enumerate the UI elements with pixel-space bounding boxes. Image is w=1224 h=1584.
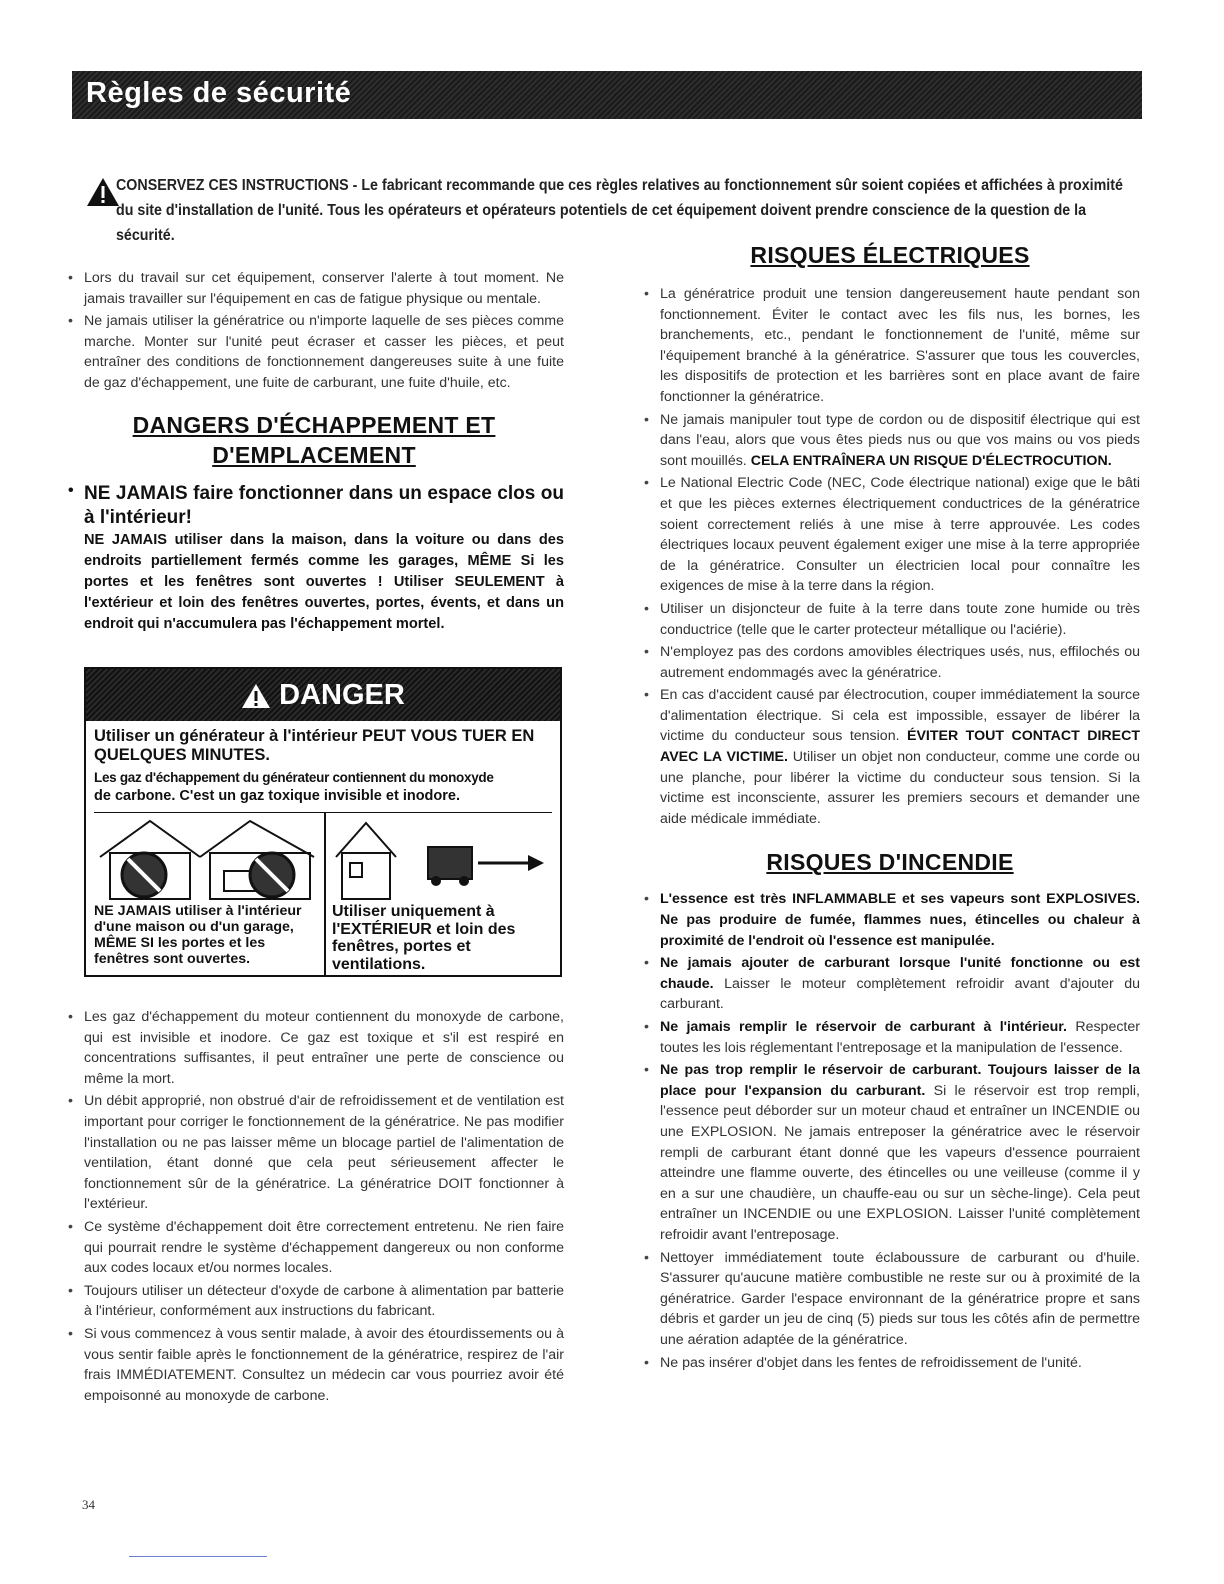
danger-caption-left: NE JAMAIS utiliser à l'intérieur d'une maison ou d'un garage, MÊME SI les portes et les fenêtres sont ouvertes. xyxy=(94,903,302,967)
list-item: • Lors du travail sur cet équipement, conserver l'alerte à tout moment. Ne jamais travailler sur l'équipement en cas de fatigue physique ou mentale. xyxy=(64,268,564,309)
section-title-line: DANGERS D'ÉCHAPPEMENT ET xyxy=(132,411,496,438)
footer-rule xyxy=(129,1556,267,1557)
danger-line1: Utiliser un générateur à l'intérieur PEUT VOUS TUER EN QUELQUES MINUTES. xyxy=(94,727,535,764)
list-item: • Ne jamais remplir le réservoir de carburant à l'intérieur. Respecter toutes les lois réglementant l'entreposage et la manipulation de l'essence. xyxy=(640,1017,1140,1058)
danger-line2a: Les gaz d'échappement du générateur contiennent du monoxyde xyxy=(94,770,494,785)
right-column xyxy=(640,240,1140,1375)
list-item: • Le National Electric Code (NEC, Code électrique national) exige que le bâti et que les pièces externes électriquement conductrices de la génératrice soient correctement reliés à une mise à terre approuvée. Les codes électriques locaux peuvent également exiger une mise à la terre appropriée de la génératrice. Consulter un électricien local pour connaître les exigences de mise à la terre dans la région. xyxy=(640,473,1140,597)
section-title-exhaust xyxy=(64,410,564,470)
exhaust-warning-lead: • NE JAMAIS faire fonctionner dans un espace clos ou à l'intérieur! xyxy=(84,482,564,528)
list-item: • N'employez pas des cordons amovibles électriques usés, nus, effilochés ou autrement endommagés avec la génératrice. xyxy=(640,642,1140,683)
list-item: • En cas d'accident causé par électrocution, couper immédiatement la source d'alimentation électrique. Si cela est impossible, essayer de libérer la victime du conducteur sous tension. ÉVITER TOUT CONTACT DIRECT AVEC LA VICTIME. Utiliser un objet non conducteur, comme une corde ou une planche, pour libérer la victime du conducteur sous tension. Si la victime est inconsciente, assurer les premiers secours et demander une aide médicale immédiate. xyxy=(640,685,1140,829)
section-title-line: D'EMPLACEMENT xyxy=(212,441,416,468)
left-bottom-column xyxy=(64,1007,564,1408)
danger-vertical-divider xyxy=(324,812,326,975)
list-item: • Ne pas trop remplir le réservoir de carburant. Toujours laisser de la place pour l'expansion du carburant. Si le réservoir est trop rempli, l'essence peut déborder sur un moteur chaud et entraîner un INCENDIE ou une EXPLOSION. Ne jamais entreposer la génératrice avec le réservoir rempli de carburant étant donné que les vapeurs d'essence pourraient atteindre une flamme ouverte, des étincelles ou une veilleuse (comme il y en a sur une chaudière, un chauffe-eau ou sur un sèche-linge). Cela peut entraîner un INCENDIE ou une EXPLOSION. Laisser l'unité complètement refroidir avant l'entreposage. xyxy=(640,1060,1140,1245)
list-item: • Un débit approprié, non obstrué d'air de refroidissement et de ventilation est important pour corriger le fonctionnement de la génératrice. Ne pas modifier l'installation ou ne pas laisser même un blocage partiel de l'alimentation de ventilation, étant donné que cela peut sérieusement affecter le fonctionnement sûr de la génératrice. La génératrice DOIT fonctionner à l'extérieur. xyxy=(64,1091,564,1215)
list-item: • Ne jamais utiliser la génératrice ou n'importe laquelle de ses pièces comme marche. Monter sur l'unité peut écraser et casser les pièces, et peut entraîner des conditions de fonctionnement dangereuses suite à une fuite de gaz d'échappement, une fuite de carburant, une fuite d'huile, etc. xyxy=(64,311,564,393)
list-item: • Utiliser un disjoncteur de fuite à la terre dans toute zone humide ou très conductrice (telle que le carter protecteur métallique ou l'aciérie). xyxy=(640,599,1140,640)
danger-line2 xyxy=(86,765,560,805)
warning-triangle-icon xyxy=(241,683,271,709)
list-item: • Ne jamais ajouter de carburant lorsque l'unité fonctionne ou est chaude. Laisser le moteur complètement refroidir avant d'ajouter du carburant. xyxy=(640,953,1140,1015)
safety-notice xyxy=(86,173,1142,248)
danger-line2b: de carbone. C'est un gaz toxique invisible et inodore. xyxy=(94,788,461,804)
fire-bullet-list xyxy=(640,889,1140,1373)
electrical-bullet-list xyxy=(640,284,1140,829)
page-header-bar xyxy=(72,71,1142,119)
list-item: • Toujours utiliser un détecteur d'oxyde de carbone à alimentation par batterie à l'intérieur, conformément aux instructions du fabricant. xyxy=(64,1281,564,1322)
list-item: • La génératrice produit une tension dangereusement haute pendant son fonctionnement. Éviter le contact avec les fils nus, les bornes, les branchements, etc., pendant le fonctionnement de l'unité, même sur l'équipement branché à la génératrice. S'assurer que tous les couvercles, les dispositifs de protection et les barrières sont en place avant de faire fonctionner la génératrice. xyxy=(640,284,1140,408)
danger-label xyxy=(84,667,562,977)
list-item: • Ce système d'échappement doit être correctement entretenu. Ne rien faire qui pourrait rendre le système d'échappement dangereux ou non conforme aux codes locaux et/ou normes locales. xyxy=(64,1217,564,1279)
notice-text: CONSERVEZ CES INSTRUCTIONS - Le fabricant recommande que ces règles relatives au fonctionnement sûr soient copiées et affichées à proximité du site d'installation de l'unité. Tous les opérateurs et opérateurs potentiels de cet équipement doivent prendre conscience de la question de la sécurité. xyxy=(116,177,1123,244)
section-title-electrical: RISQUES ÉLECTRIQUES xyxy=(750,242,1030,268)
list-item: • L'essence est très INFLAMMABLE et ses vapeurs sont EXPLOSIVES. Ne pas produire de fumée, flammes nues, étincelles ou chaleur à proximité de l'endroit où l'essence est manipulée. xyxy=(640,889,1140,951)
outdoor-use-icon xyxy=(332,817,552,901)
exhaust-bullet-list xyxy=(64,1007,564,1406)
section-title-fire: RISQUES D'INCENDIE xyxy=(766,849,1014,876)
warning-triangle-icon xyxy=(86,177,120,207)
list-item: • Les gaz d'échappement du moteur contiennent du monoxyde de carbone, qui est invisible et inodore. Ce gaz est toxique et s'il est respiré en concentrations suffisantes, il peut entraîner une perte de conscience ou même la mort. xyxy=(64,1007,564,1089)
danger-caption-right: Utiliser uniquement à l'EXTÉRIEUR et loin des fenêtres, portes et ventilations. xyxy=(332,903,516,973)
left-column xyxy=(64,268,564,635)
danger-heading xyxy=(86,669,560,721)
page-number: 34 xyxy=(82,1497,95,1512)
list-item: • Ne pas insérer d'objet dans les fentes de refroidissement de l'unité. xyxy=(640,1353,1140,1374)
danger-heading-text: DANGER xyxy=(279,679,405,711)
list-item: • Ne jamais manipuler tout type de cordon ou de dispositif électrique qui est dans l'eau, alors que vous êtes pieds nus ou que vos mains ou vos pieds sont mouillés. CELA ENTRAÎNERA UN RISQUE D'ÉLECTROCUTION. xyxy=(640,410,1140,472)
danger-divider xyxy=(94,812,552,813)
list-item: • Nettoyer immédiatement toute éclaboussure de carburant ou d'huile. S'assurer qu'aucune matière combustible ne reste sur ou à proximité de la génératrice. Garder l'espace environnant de la génératrice propre et sans débris et garder un jeu de cinq (5) pieds sur tous les côtés afin de permettre une aération adaptée de la génératrice. xyxy=(640,1248,1140,1351)
exhaust-warning-body: NE JAMAIS utiliser dans la maison, dans la voiture ou dans des endroits partiellement fermés comme les garages, MÊME Si les portes et les fenêtres sont ouvertes ! Utiliser SEULEMENT à l'extérieur et loin des fenêtres ouvertes, portes, évents, et dans un endroit qui n'accumulera pas l'échappement mortel. xyxy=(84,531,564,632)
exhaust-warning xyxy=(64,482,564,635)
no-indoor-use-icon xyxy=(96,817,320,901)
list-item: • Si vous commencez à vous sentir malade, à avoir des étourdissements ou à vous sentir faible après le fonctionnement de la génératrice, respirez de l'air frais IMMÉDIATEMENT. Consultez un médecin car vous pourriez avoir été empoisonné au monoxyde de carbone. xyxy=(64,1324,564,1406)
intro-bullet-list xyxy=(64,268,564,394)
page-title: Règles de sécurité xyxy=(86,77,352,109)
